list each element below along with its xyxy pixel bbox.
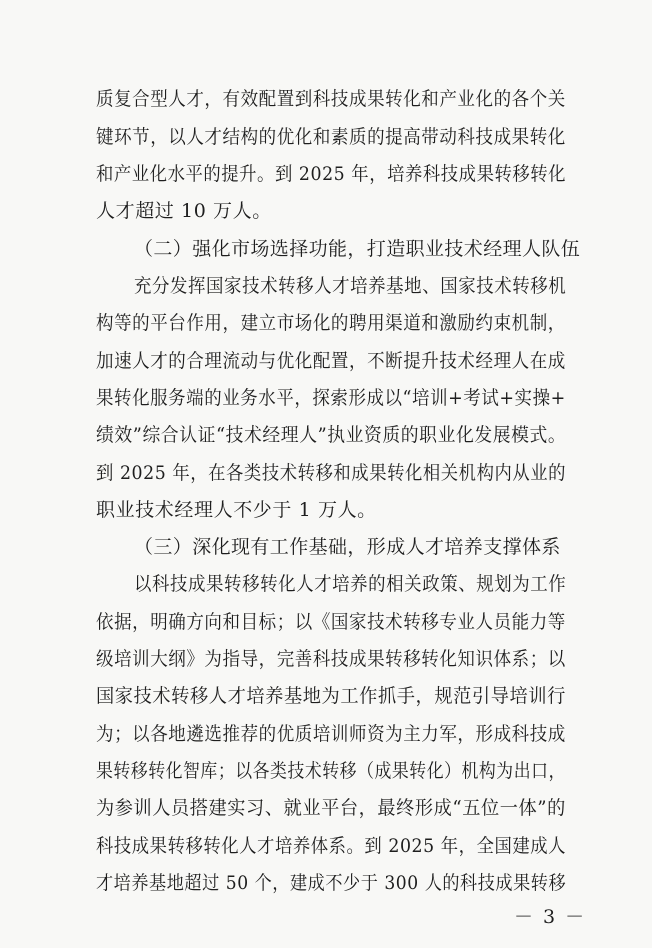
para2-line-7: 职业技术经理人不少于 1 万人。 <box>96 499 377 521</box>
para3-line-8: 科技成果转移转化人才培养体系。到 2025 年，全国建成人 <box>96 835 567 857</box>
para1-line-4: 人才超过 10 万人。 <box>96 200 272 222</box>
para3-line-6: 果转移转化智库；以各类技术转移（成果转化）机构为出口， <box>96 760 566 782</box>
section-heading-2: （二）强化市场选择功能，打造职业技术经理人队伍 <box>134 238 581 260</box>
para3-line-1: 以科技成果转移转化人才培养的相关政策、规划为工作 <box>134 573 567 595</box>
para3-line-4: 国家技术转移人才培养基地为工作抓手，规范引导培训行 <box>96 685 566 707</box>
para3-line-7: 为参训人员搭建实习、就业平台，最终形成“五位一体”的 <box>96 797 566 819</box>
page-number: － 3 － <box>514 906 587 928</box>
para2-line-3: 加速人才的合理流动与优化配置，不断提升技术经理人在成 <box>96 350 566 372</box>
para2-line-5: 绩效”综合认证“技术经理人”执业资质的职业化发展模式。 <box>96 424 567 446</box>
section-heading-3: （三）深化现有工作基础，形成人才培养支撑体系 <box>134 536 561 558</box>
para2-line-1: 充分发挥国家技术转移人才培养基地、国家技术转移机 <box>134 275 567 297</box>
para1-line-3: 和产业化水平的提升。到 2025 年，培养科技成果转移转化 <box>96 163 567 185</box>
para2-line-2: 构等的平台作用，建立市场化的聘用渠道和激励约束机制， <box>96 312 566 334</box>
para3-line-3: 级培训大纲》为指导，完善科技成果转移转化知识体系；以 <box>96 648 566 670</box>
para3-line-9: 才培养基地超过 50 个，建成不少于 300 人的科技成果转移 <box>96 872 567 894</box>
para2-line-4: 果转化服务端的业务水平，探索形成以“培训+考试+实操+ <box>96 387 566 409</box>
para3-line-2: 依据，明确方向和目标；以《国家技术转移专业人员能力等 <box>96 611 566 633</box>
para3-line-5: 为；以各地遴选推荐的优质培训师资为主力军，形成科技成 <box>96 723 566 745</box>
para2-line-6: 到 2025 年，在各类技术转移和成果转化相关机构内从业的 <box>96 462 567 484</box>
para1-line-1: 质复合型人才，有效配置到科技成果转化和产业化的各个关 <box>96 88 566 110</box>
para1-line-2: 键环节，以人才结构的优化和素质的提高带动科技成果转化 <box>96 126 566 148</box>
